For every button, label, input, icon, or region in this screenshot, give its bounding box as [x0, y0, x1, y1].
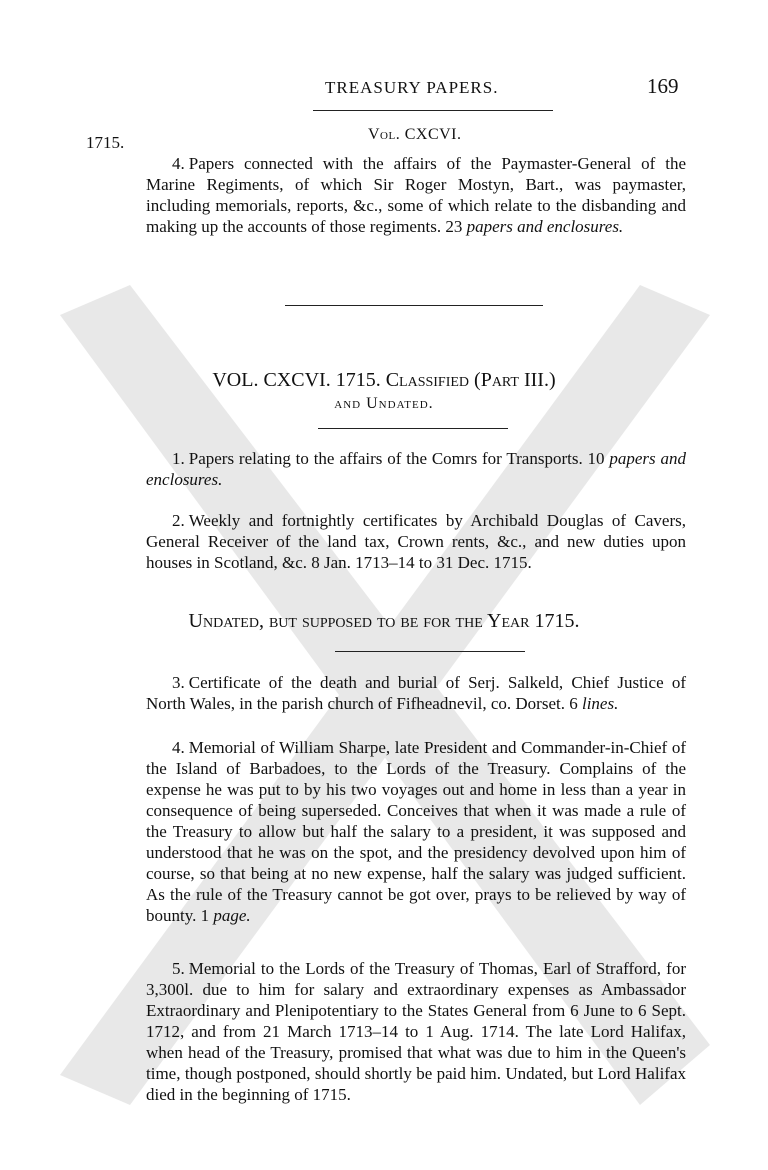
header-rule: [313, 110, 553, 111]
entry-number: 5.: [172, 959, 185, 978]
section-heading-line1: VOL. CXCVI. 1715. Classified (Part III.): [212, 369, 556, 391]
entry-number: 4.: [172, 154, 185, 173]
entry-italic-tail: papers and enclosures.: [146, 449, 686, 489]
undated-heading: Undated, but supposed to be for the Year 1715.: [188, 610, 580, 632]
entry-italic-tail: lines.: [581, 694, 619, 713]
entry-text: Memorial to the Lords of the Treasury of Thomas, Earl of Strafford, for 3,300l. due to him for salary and extraordinary expenses as Ambassador Extraordinary and Plenipotentiary to the States General from 6 June to 6 Sept. 1712, and from 21 March 1713–14 to 1 Aug. 1714. The late Lord Halifax, when head of the Treasury, promised that what was due to him in the Queen's time, though postponed, should shortly be paid him. Undated, but Lord Halifax died in the beginning of 1715.: [146, 959, 686, 1104]
entry-salkeld-certificate: [146, 672, 686, 714]
entry-sharpe-memorial: [146, 737, 686, 926]
entry-text: Papers connected with the affairs of the Paymaster-General of the Marine Regiments, of which Sir Roger Mostyn, Bart., was paymaster, including memorials, reports, &c., some of which relate to the disbanding and making up the accounts of those regiments. 23: [146, 154, 686, 236]
entry-paymaster-marine: [146, 153, 686, 237]
entry-number: 3.: [172, 673, 185, 692]
entry-text: Weekly and fortnightly certificates by Archibald Douglas of Cavers, General Receiver of the land tax, Crown rents, &c., and new duties upon houses in Scotland, &c. 8 Jan. 1713–14 to 31 Dec. 1715.: [146, 511, 686, 572]
margin-year: 1715.: [86, 133, 125, 152]
entry-text: Papers relating to the affairs of the Comrs for Transports. 10: [188, 449, 610, 468]
entry-number: 1.: [172, 449, 185, 468]
entry-text: Certificate of the death and burial of Serj. Salkeld, Chief Justice of North Wales, in the parish church of Fifheadnevil, co. Dorset. 6: [146, 673, 686, 713]
entry-number: 2.: [172, 511, 185, 530]
running-title: TREASURY PAPERS.: [325, 78, 499, 97]
section-rule: [318, 428, 508, 429]
section-heading: [0, 368, 768, 416]
entry-certificates: [146, 510, 686, 573]
page-number: 169: [647, 74, 679, 98]
section-divider: [285, 305, 543, 306]
entry-transports: [146, 448, 686, 490]
entry-italic-tail: page.: [213, 906, 251, 925]
entry-number: 4.: [172, 738, 185, 757]
entry-text: Memorial of William Sharpe, late President and Commander-in-Chief of the Island of Barbadoes, to the Lords of the Treasury. Complains of the expense he was put to by his two voyages out and home in less than a year in consequence of being superseded. Conceives that when it was made a rule of the Treasury to allow but half the salary to a president, it was supposed and understood that he was on the spot, and the presidency devolved upon him of course, so that being at no new expense, half the salary was judged sufficient. As the rule of the Treasury cannot be got over, prays to be relieved by way of bounty. 1: [146, 738, 686, 925]
volume-label: Vol. CXCVI.: [368, 126, 462, 143]
entry-strafford-memorial: [146, 958, 686, 1105]
section-heading-line2: and Undated.: [334, 395, 434, 412]
entry-italic-tail: papers and enclosures.: [466, 217, 624, 236]
page-header: [0, 74, 768, 108]
undated-rule: [335, 651, 525, 652]
